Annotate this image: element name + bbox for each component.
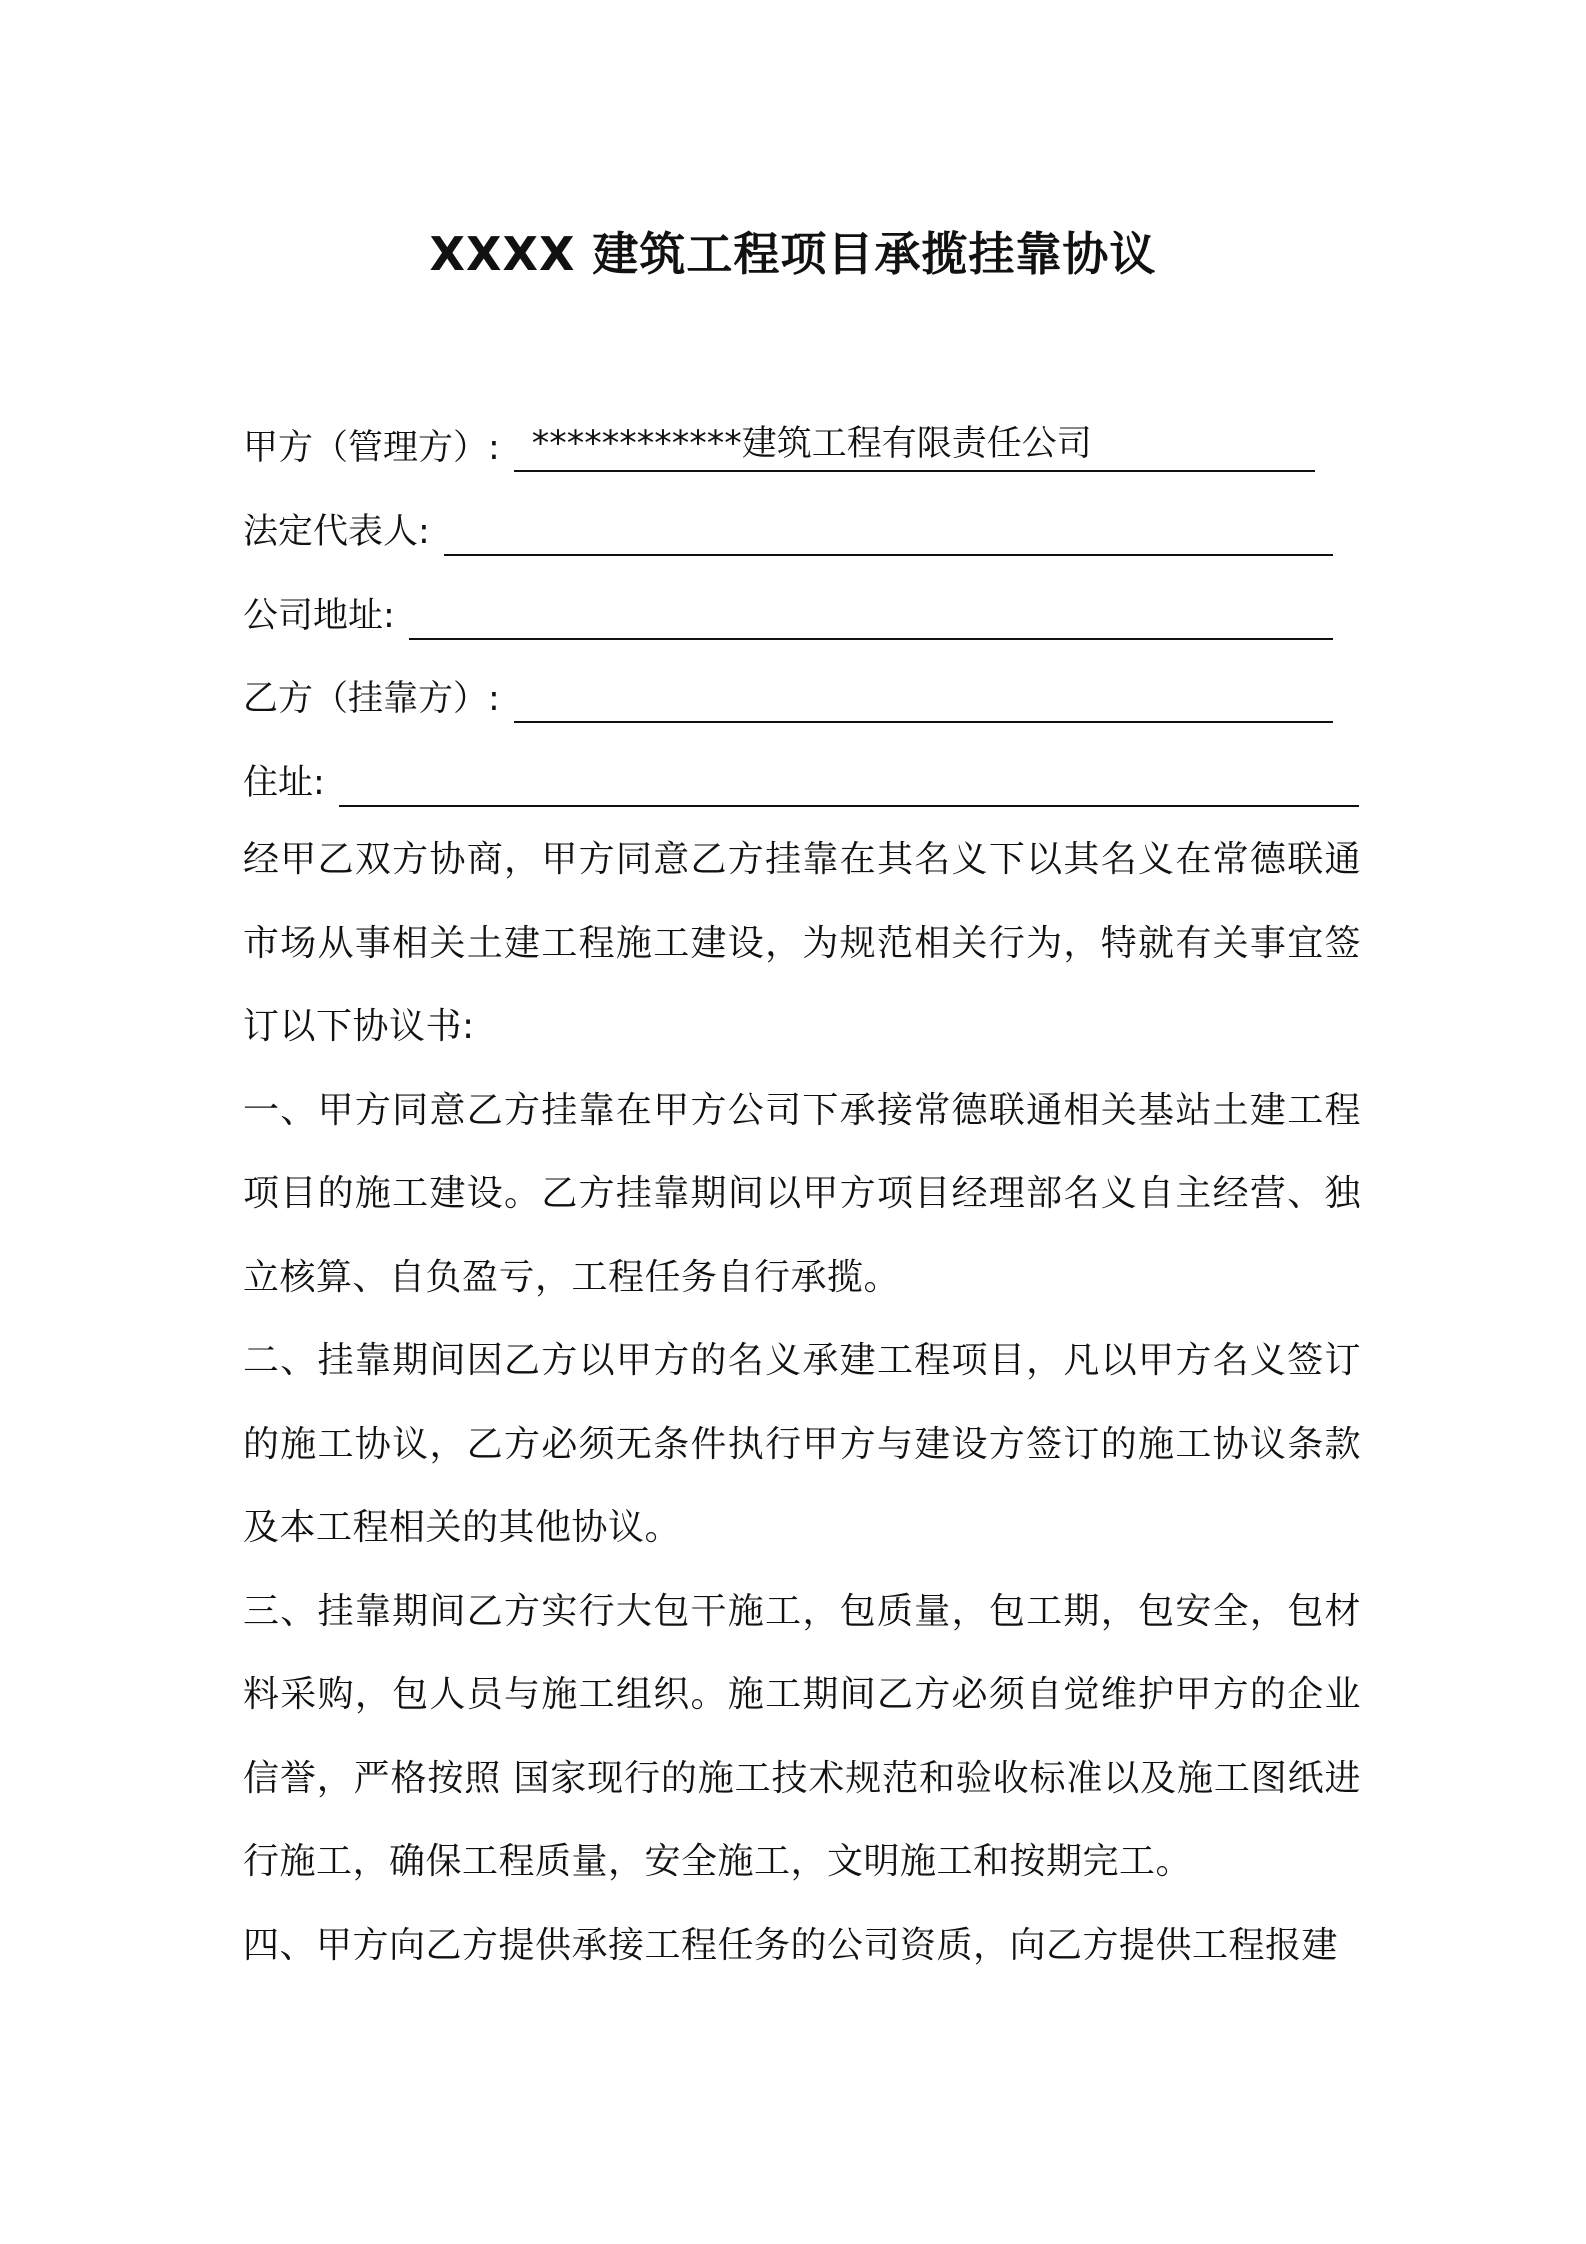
intro-paragraph: 经甲乙双方协商，甲方同意乙方挂靠在其名义下以其名义在常德联通市场从事相关土建工程施工建设，为规范相关行为，特就有关事宜签订以下协议书: [243, 839, 1361, 1047]
legal-representative-line [444, 504, 1333, 556]
clause-4: 四、甲方向乙方提供承接工程任务的公司资质，向乙方提供工程报建 [243, 1924, 1339, 1966]
party-b-label: 乙方（挂靠方）: [243, 679, 500, 719]
party-a-label: 甲方（管理方）: [243, 428, 500, 468]
party-b-line [514, 671, 1333, 723]
residence-label: 住址: [243, 763, 325, 803]
legal-representative-label: 法定代表人: [243, 512, 430, 552]
party-a-field [243, 412, 1315, 472]
clause-1: 一、甲方同意乙方挂靠在甲方公司下承接常德联通相关基站土建工程项目的施工建设。乙方挂靠期间以甲方项目经理部名义自主经营、独立核算、自负盈亏，工程任务自行承揽。 [243, 1089, 1361, 1298]
residence-field [243, 747, 1359, 807]
company-address-label: 公司地址: [243, 596, 395, 636]
company-address-field [243, 580, 1333, 640]
party-a-value: ************建筑工程有限责任公司 [514, 420, 1315, 472]
company-address-line [409, 588, 1333, 640]
clause-2: 二、挂靠期间因乙方以甲方的名义承建工程项目，凡以甲方名义签订的施工协议，乙方必须无条件执行甲方与建设方签订的施工协议条款及本工程相关的其他协议。 [243, 1340, 1361, 1548]
agreement-body [243, 818, 1361, 1987]
residence-line [339, 755, 1359, 807]
document-title: XXXX 建筑工程项目承揽挂靠协议 [429, 227, 1157, 281]
party-b-field [243, 663, 1333, 723]
legal-representative-field [243, 496, 1333, 556]
clause-3: 三、挂靠期间乙方实行大包干施工，包质量，包工期，包安全，包材料采购，包人员与施工组织。施工期间乙方必须自觉维护甲方的企业信誉，严格按照 国家现行的施工技术规范和验收标准以及施工图纸进行施工，确保工程质量，安全施工，文明施工和按期完工。 [243, 1590, 1361, 1882]
